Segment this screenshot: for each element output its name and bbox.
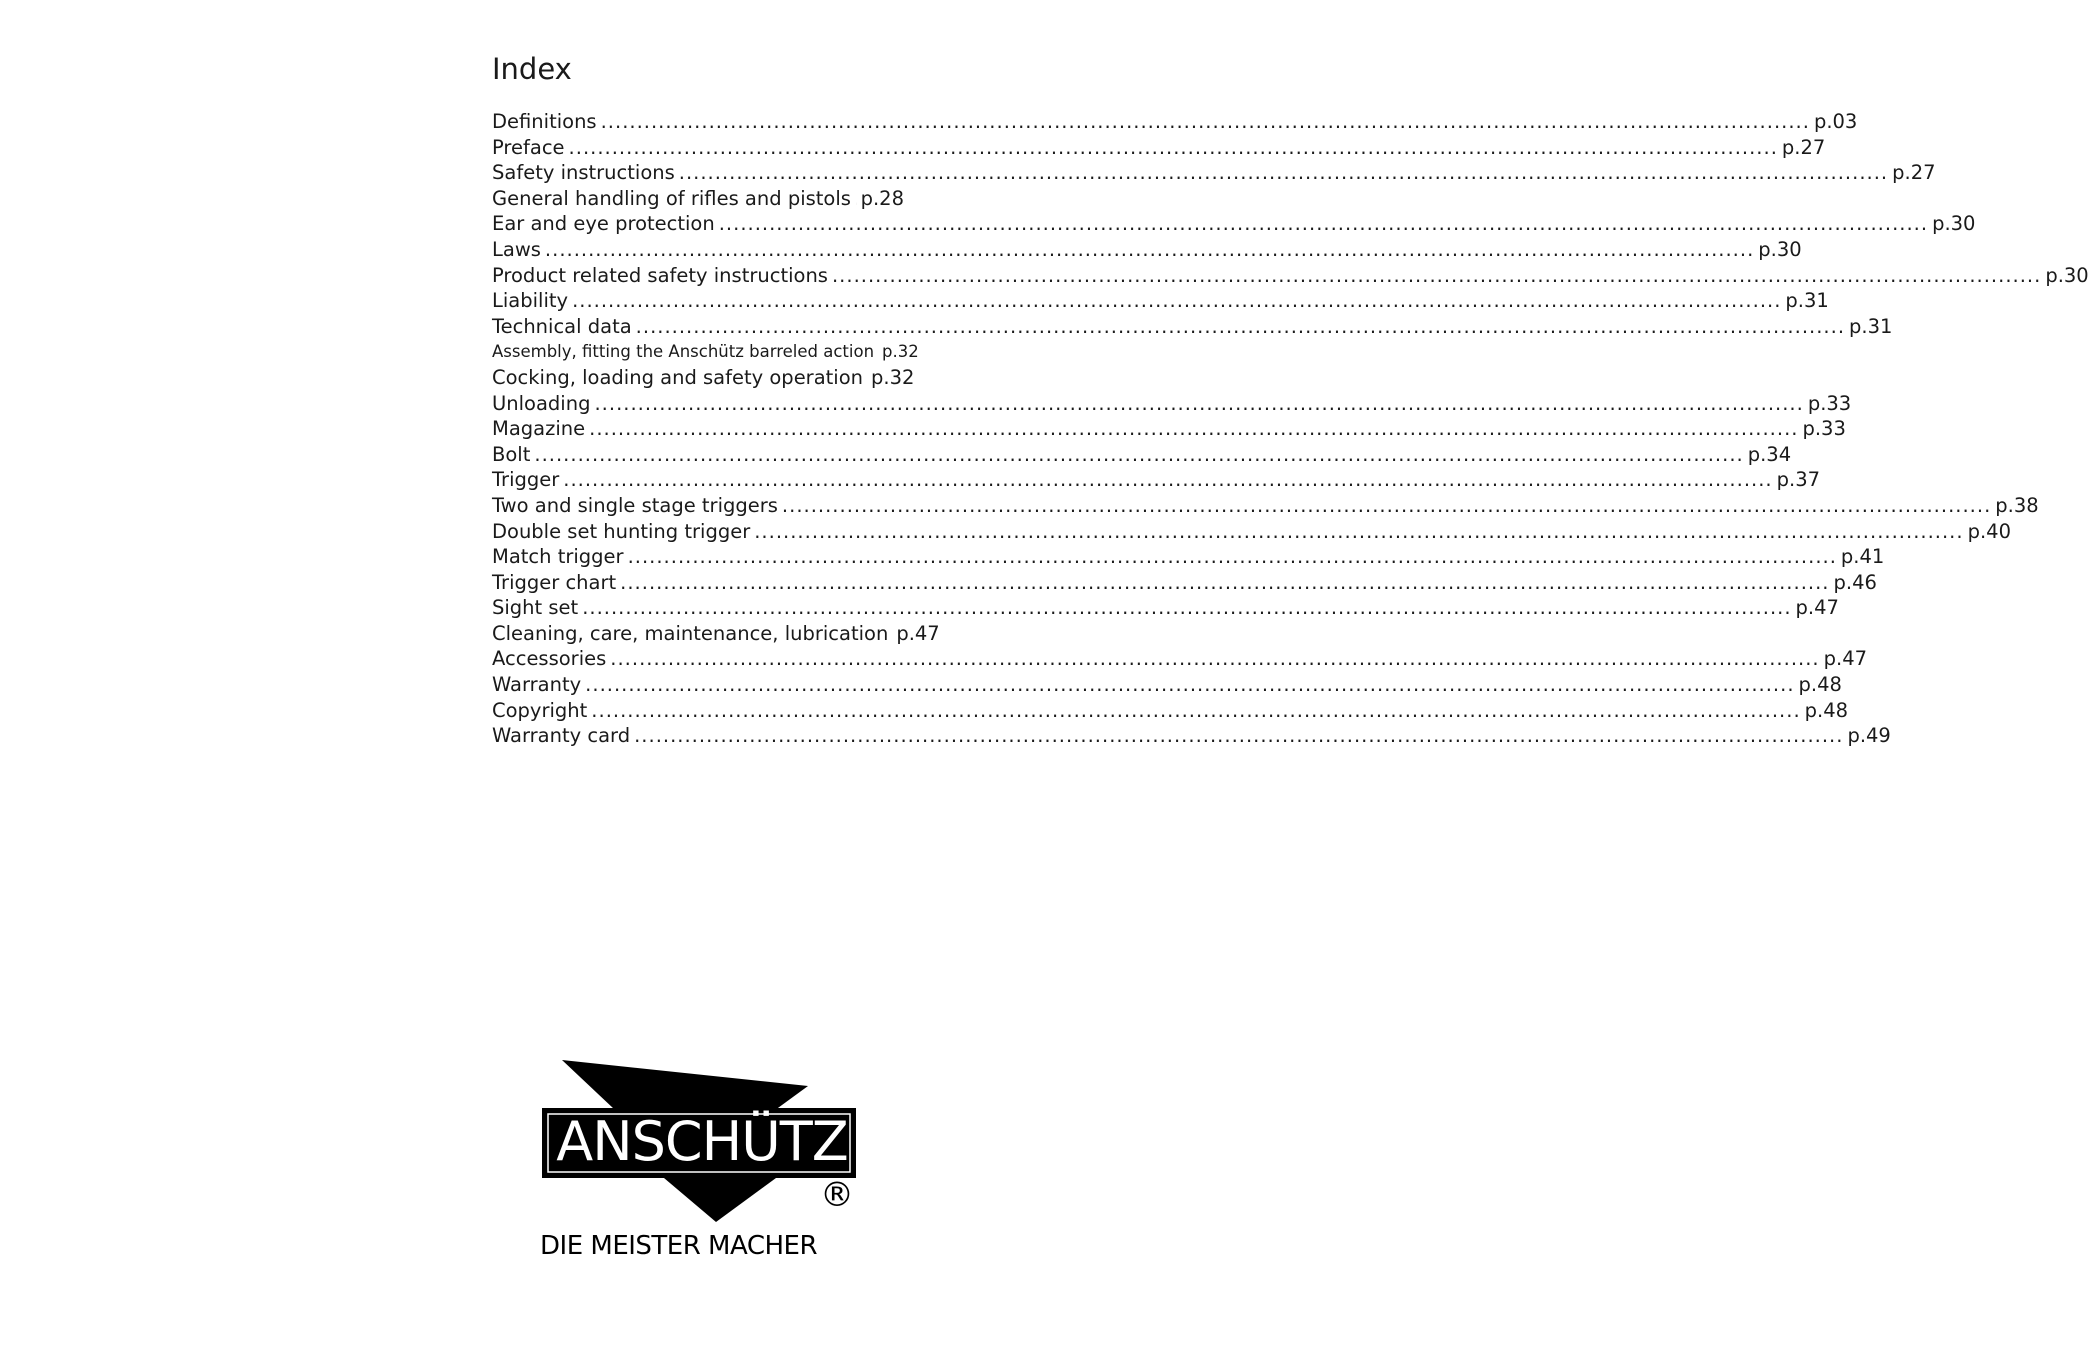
- toc-entry-label: Copyright: [492, 698, 588, 722]
- toc-entry-label: Definitions: [492, 110, 597, 133]
- toc-entry-label: Technical data: [492, 314, 632, 338]
- toc-dot-leader: [585, 672, 1794, 698]
- toc-dot-leader: [589, 416, 1798, 442]
- toc-dot-leader: [534, 442, 1743, 468]
- toc-entry-page: p.32: [871, 365, 915, 389]
- toc-entry: [492, 672, 1842, 698]
- toc-entry: [492, 263, 2089, 289]
- toc-entry-label: Warranty card: [492, 724, 631, 748]
- toc-dot-leader: [832, 263, 2041, 289]
- toc-dot-leader: [782, 493, 1991, 519]
- toc-entry-label: Ear and eye protection: [492, 212, 715, 236]
- toc-dot-leader: [594, 391, 1803, 417]
- toc-entry-label: Unloading: [492, 391, 591, 415]
- toc-entry-label: Safety instructions: [492, 161, 675, 185]
- toc-dot-leader: [636, 314, 1845, 340]
- toc-entry-page: p.27: [1781, 135, 1826, 159]
- toc-entry-page: p.30: [1758, 237, 1802, 261]
- toc-entry-label: General handling of rifles and pistols: [492, 186, 851, 210]
- toc-entry-page: p.32: [882, 342, 919, 362]
- toc-entry: [492, 109, 1858, 135]
- toc-entry-label: Assembly, fitting the Anschütz barreled action: [492, 342, 875, 362]
- toc-entry-label: Product related safety instructions: [492, 263, 828, 287]
- toc-entry: [492, 135, 1826, 161]
- toc-entry: [492, 519, 2011, 545]
- toc-entry-page: p.31: [1849, 314, 1893, 338]
- toc-entry: [492, 339, 919, 365]
- toc-entry: [492, 442, 1792, 468]
- toc-entry: [492, 237, 1802, 263]
- toc-entry-label: Two and single stage triggers: [492, 493, 778, 517]
- toc-entry-label: Magazine: [492, 417, 586, 441]
- toc-entry-label: Preface: [492, 135, 565, 159]
- toc-entry-page: p.31: [1785, 289, 1829, 313]
- toc-dot-leader: [572, 288, 1781, 314]
- toc-entry-label: Trigger chart: [492, 570, 617, 594]
- toc-entry-label: Accessories: [492, 647, 607, 671]
- toc-entry: [492, 391, 1852, 417]
- toc-entry-page: p.34: [1747, 442, 1792, 466]
- toc-dot-leader: [719, 211, 1928, 237]
- toc-entry-label: Cocking, loading and safety operation: [492, 365, 864, 389]
- brand-name: ANSCHÜTZ: [556, 1110, 848, 1173]
- toc-entry: [492, 314, 1893, 340]
- toc-entry-page: p.38: [1995, 493, 2039, 517]
- toc-dot-leader: [634, 723, 1843, 749]
- toc-entry-page: p.47: [896, 621, 940, 645]
- brand-slogan: DIE MEISTER MACHER: [540, 1231, 818, 1261]
- toc-entry: [492, 723, 1891, 749]
- toc-entry-page: p.46: [1833, 570, 1877, 594]
- toc-dot-leader: [628, 544, 1837, 570]
- toc-entry: [492, 160, 1936, 186]
- registered-trademark-icon: ®: [820, 1175, 854, 1215]
- toc-entry-page: p.47: [1795, 596, 1839, 620]
- toc-dot-leader: [679, 160, 1888, 186]
- toc-entry-label: Double set hunting trigger: [492, 519, 751, 543]
- toc-entry-label: Sight set: [492, 596, 579, 620]
- toc-entry-label: Liability: [492, 289, 569, 313]
- toc-entry-label: Trigger: [492, 468, 560, 492]
- toc-entry: [492, 621, 940, 647]
- toc-entry-page: p.40: [1967, 519, 2011, 543]
- toc-entry: [492, 595, 1839, 621]
- toc-entry-page: p.47: [1823, 647, 1868, 671]
- toc-entry-page: p.27: [1892, 161, 1936, 185]
- toc-entry: [492, 698, 1849, 724]
- toc-dot-leader: [563, 467, 1772, 493]
- toc-entry: [492, 570, 1877, 596]
- toc-dot-leader: [582, 595, 1791, 621]
- toc-entry-page: p.03: [1813, 110, 1858, 133]
- index-title: Index: [492, 52, 572, 86]
- toc-entry-page: p.33: [1807, 391, 1852, 415]
- toc-dot-leader: [754, 519, 1963, 545]
- toc-dot-leader: [545, 237, 1754, 263]
- toc-entry: [492, 365, 915, 391]
- toc-entry: [492, 211, 1976, 237]
- toc-entry-label: Match trigger: [492, 545, 624, 569]
- toc-entry: [492, 288, 1829, 314]
- toc-entry: [492, 186, 904, 212]
- toc-dot-leader: [620, 570, 1829, 596]
- toc-entry-label: Cleaning, care, maintenance, lubrication: [492, 621, 889, 645]
- toc-entry: [492, 646, 1868, 672]
- toc-entry-label: Laws: [492, 237, 541, 261]
- toc-entry-page: p.48: [1804, 698, 1849, 722]
- toc-entry-page: p.30: [1932, 212, 1976, 236]
- toc-entry-label: Bolt: [492, 442, 531, 466]
- table-of-contents: [492, 109, 2089, 749]
- toc-entry-page: p.28: [860, 186, 904, 210]
- anschutz-logo: [540, 1058, 860, 1268]
- toc-entry: [492, 544, 1885, 570]
- toc-dot-leader: [591, 698, 1800, 724]
- toc-entry: [492, 467, 1821, 493]
- toc-entry-page: p.30: [2045, 263, 2089, 287]
- toc-dot-leader: [601, 109, 1810, 135]
- toc-dot-leader: [569, 135, 1778, 161]
- toc-entry-label: Warranty: [492, 673, 582, 697]
- toc-entry-page: p.49: [1847, 724, 1891, 748]
- toc-entry-page: p.37: [1776, 468, 1821, 492]
- toc-entry-page: p.41: [1840, 545, 1885, 569]
- toc-entry: [492, 493, 2039, 519]
- toc-entry-page: p.33: [1802, 417, 1846, 441]
- toc-dot-leader: [610, 646, 1819, 672]
- toc-entry-page: p.48: [1798, 673, 1842, 697]
- toc-entry: [492, 416, 1846, 442]
